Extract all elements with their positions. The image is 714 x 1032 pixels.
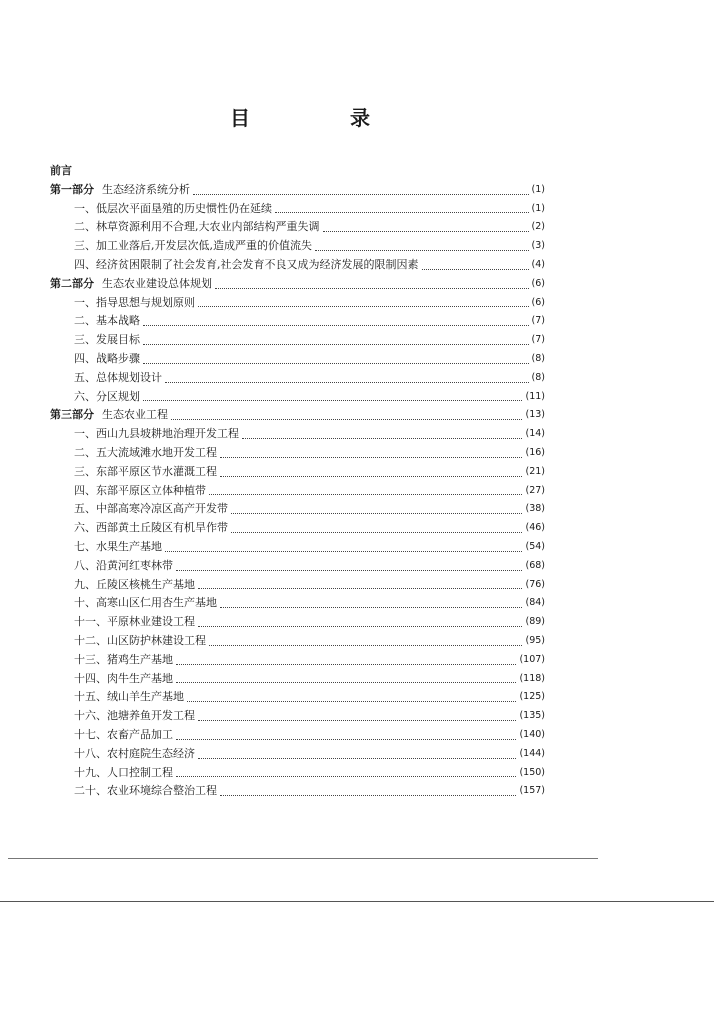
toc-item-title: 十五、绒山羊生产基地 <box>74 690 184 704</box>
toc-item-row[interactable] <box>50 519 545 538</box>
toc-item-row[interactable] <box>50 764 545 783</box>
toc-page-number: (54) <box>525 540 545 552</box>
toc-item-row[interactable] <box>50 294 545 313</box>
toc-leader-dots <box>198 757 516 759</box>
toc-leader-dots <box>165 381 529 383</box>
toc-leader-dots <box>176 775 516 777</box>
toc-leader-dots <box>176 681 516 683</box>
toc-item-title: 十九、人口控制工程 <box>74 765 173 779</box>
toc-item-title: 十四、肉牛生产基地 <box>74 671 173 685</box>
toc-leader-dots <box>176 738 516 740</box>
toc-item-row[interactable] <box>50 237 545 256</box>
toc-page-number: (107) <box>519 653 545 665</box>
toc-item-row[interactable] <box>50 613 545 632</box>
toc-item-row[interactable] <box>50 651 545 670</box>
toc-item-row[interactable] <box>50 200 545 219</box>
toc-item-row[interactable] <box>50 745 545 764</box>
toc-page-number: (6) <box>531 277 545 289</box>
toc-leader-dots <box>242 437 522 439</box>
toc-page-number: (1) <box>531 202 545 214</box>
toc-item-title: 十三、猪鸡生产基地 <box>74 652 173 666</box>
toc-item-title: 六、分区规划 <box>74 389 140 403</box>
toc-item-title: 十六、池塘养鱼开发工程 <box>74 709 195 723</box>
toc-item-row[interactable] <box>50 482 545 501</box>
toc-preface[interactable] <box>50 162 545 181</box>
toc-leader-dots <box>220 606 522 608</box>
toc-item-row[interactable] <box>50 557 545 576</box>
toc-leader-dots <box>231 512 522 514</box>
toc-item-row[interactable] <box>50 538 545 557</box>
toc-page-number: (2) <box>531 221 545 233</box>
toc-part-row[interactable] <box>50 181 545 200</box>
toc-page-number: (27) <box>525 484 545 496</box>
toc-page-number: (6) <box>531 296 545 308</box>
toc-leader-dots <box>143 399 522 401</box>
toc-item-title: 一、西山九县坡耕地治理开发工程 <box>74 427 239 441</box>
toc-item-row[interactable] <box>50 726 545 745</box>
toc-page-number: (89) <box>525 616 545 628</box>
toc-item-title: 六、西部黄土丘陵区有机旱作带 <box>74 521 228 535</box>
toc-leader-dots <box>187 700 516 702</box>
toc-leader-dots <box>422 268 529 270</box>
toc-item-title: 五、中部高寒冷凉区高产开发带 <box>74 502 228 516</box>
toc-item-row[interactable] <box>50 218 545 237</box>
table-of-contents <box>50 162 545 801</box>
toc-leader-dots <box>198 587 522 589</box>
toc-item-row[interactable] <box>50 632 545 651</box>
toc-page-number: (7) <box>531 315 545 327</box>
toc-page-number: (68) <box>525 559 545 571</box>
toc-page-number: (135) <box>519 710 545 722</box>
toc-part-label: 第二部分 <box>50 276 94 290</box>
toc-item-row[interactable] <box>50 670 545 689</box>
toc-page-number: (3) <box>531 240 545 252</box>
toc-part-label: 第一部分 <box>50 182 94 196</box>
toc-leader-dots <box>231 531 522 533</box>
toc-preface-label: 前言 <box>50 164 72 177</box>
toc-leader-dots <box>209 644 522 646</box>
toc-page-number: (13) <box>525 409 545 421</box>
toc-item-row[interactable] <box>50 444 545 463</box>
divider-line <box>8 858 598 859</box>
toc-page-number: (84) <box>525 597 545 609</box>
toc-item-title: 三、东部平原区节水灌溉工程 <box>74 464 217 478</box>
toc-leader-dots <box>198 625 522 627</box>
toc-item-row[interactable] <box>50 688 545 707</box>
toc-leader-dots <box>143 324 529 326</box>
toc-item-title: 四、战略步骤 <box>74 351 140 365</box>
toc-leader-dots <box>171 418 522 420</box>
toc-leader-dots <box>215 287 529 289</box>
toc-leader-dots <box>323 230 529 232</box>
toc-leader-dots <box>193 193 529 195</box>
toc-leader-dots <box>220 475 522 477</box>
toc-page-number: (38) <box>525 503 545 515</box>
toc-leader-dots <box>209 493 522 495</box>
toc-item-title: 七、水果生产基地 <box>74 539 162 553</box>
toc-leader-dots <box>220 794 516 796</box>
divider-line <box>0 901 714 902</box>
toc-item-row[interactable] <box>50 331 545 350</box>
toc-item-title: 一、低层次平面垦殖的历史惯性仍在延续 <box>74 201 272 215</box>
toc-item-row[interactable] <box>50 369 545 388</box>
toc-item-title: 八、沿黄河红枣林带 <box>74 558 173 572</box>
toc-item-title: 九、丘陵区核桃生产基地 <box>74 577 195 591</box>
toc-part-title: 生态经济系统分析 <box>102 182 190 196</box>
toc-leader-dots <box>165 550 522 552</box>
toc-page-number: (8) <box>531 352 545 364</box>
toc-item-row[interactable] <box>50 388 545 407</box>
toc-item-row[interactable] <box>50 707 545 726</box>
toc-page-number: (140) <box>519 728 545 740</box>
toc-part-title: 生态农业工程 <box>102 408 168 422</box>
toc-page-number: (125) <box>519 691 545 703</box>
toc-item-title: 三、加工业落后,开发层次低,造成严重的价值流失 <box>74 239 312 253</box>
toc-page-number: (7) <box>531 334 545 346</box>
toc-part-row[interactable] <box>50 275 545 294</box>
toc-leader-dots <box>176 663 516 665</box>
toc-page-number: (150) <box>519 766 545 778</box>
toc-leader-dots <box>176 569 522 571</box>
page-title: 目 录 <box>230 106 410 130</box>
toc-item-title: 十、高寒山区仁用杏生产基地 <box>74 596 217 610</box>
toc-item-title: 十二、山区防护林建设工程 <box>74 633 206 647</box>
toc-item-title: 一、指导思想与规划原则 <box>74 295 195 309</box>
toc-leader-dots <box>143 362 529 364</box>
toc-page-number: (8) <box>531 371 545 383</box>
toc-item-title: 十一、平原林业建设工程 <box>74 615 195 629</box>
toc-page-number: (1) <box>531 183 545 195</box>
toc-part-row[interactable] <box>50 406 545 425</box>
toc-item-title: 十七、农畜产品加工 <box>74 727 173 741</box>
toc-item-title: 二、五大流域滩水地开发工程 <box>74 445 217 459</box>
toc-item-title: 十八、农村庭院生态经济 <box>74 746 195 760</box>
toc-item-title: 二十、农业环境综合整治工程 <box>74 784 217 798</box>
toc-item-title: 二、林草资源利用不合理,大农业内部结构严重失调 <box>74 220 320 234</box>
toc-item-row[interactable] <box>50 594 545 613</box>
toc-item-row[interactable] <box>50 463 545 482</box>
toc-page-number: (95) <box>525 634 545 646</box>
toc-leader-dots <box>198 305 529 307</box>
toc-item-row[interactable] <box>50 576 545 595</box>
toc-page-number: (76) <box>525 578 545 590</box>
toc-page-number: (144) <box>519 747 545 759</box>
toc-page-number: (14) <box>525 428 545 440</box>
toc-leader-dots <box>275 211 529 213</box>
toc-item-row[interactable] <box>50 350 545 369</box>
toc-page-number: (16) <box>525 446 545 458</box>
toc-page-number: (21) <box>525 465 545 477</box>
toc-item-title: 四、经济贫困限制了社会发育,社会发育不良又成为经济发展的限制因素 <box>74 257 419 271</box>
toc-item-row[interactable] <box>50 256 545 275</box>
toc-item-title: 四、东部平原区立体种植带 <box>74 483 206 497</box>
toc-leader-dots <box>220 456 522 458</box>
toc-page-number: (46) <box>525 522 545 534</box>
toc-leader-dots <box>315 249 529 251</box>
toc-page-number: (118) <box>519 672 545 684</box>
toc-page-number: (11) <box>525 390 545 402</box>
toc-item-title: 三、发展目标 <box>74 333 140 347</box>
toc-item-row[interactable] <box>50 500 545 519</box>
toc-leader-dots <box>198 719 516 721</box>
toc-part-label: 第三部分 <box>50 408 94 422</box>
toc-page-number: (157) <box>519 785 545 797</box>
toc-item-row[interactable] <box>50 782 545 801</box>
toc-item-title: 五、总体规划设计 <box>74 370 162 384</box>
toc-leader-dots <box>143 343 529 345</box>
toc-part-title: 生态农业建设总体规划 <box>102 276 212 290</box>
toc-item-row[interactable] <box>50 425 545 444</box>
toc-item-row[interactable] <box>50 312 545 331</box>
toc-page-number: (4) <box>531 258 545 270</box>
toc-item-title: 二、基本战略 <box>74 314 140 328</box>
